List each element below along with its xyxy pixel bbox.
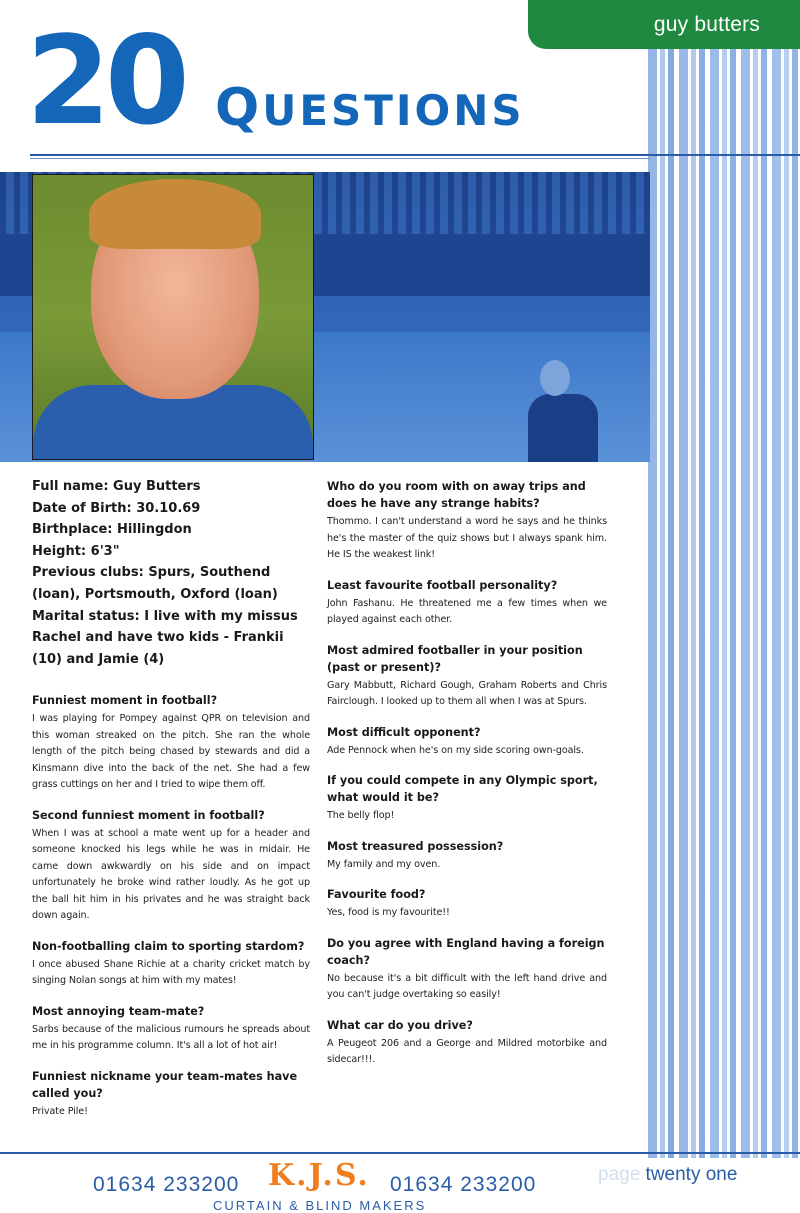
player-facts bbox=[32, 476, 310, 670]
qa-item bbox=[327, 838, 607, 874]
title-word bbox=[215, 78, 525, 138]
qa-item bbox=[327, 772, 607, 825]
sponsor-tagline: CURTAIN & BLIND MAKERS bbox=[213, 1198, 427, 1213]
player-head bbox=[540, 360, 570, 396]
sponsor-logo: K.J.S. bbox=[268, 1158, 370, 1193]
answer: Yes, food is my favourite!! bbox=[327, 907, 450, 918]
answer: Sarbs because of the malicious rumours he spreads about me in his programme column. It's all a lot of hot air! bbox=[32, 1023, 310, 1052]
title-word-initial: Q bbox=[215, 78, 263, 138]
qa-item bbox=[32, 1068, 310, 1121]
right-column bbox=[327, 478, 607, 1069]
question: Non-footballing claim to sporting stardom? bbox=[32, 939, 305, 953]
answer: When I was at school a mate went up for a header and someone knocked his legs while he was in midair. He came down awkwardly on his side and on impact unfortunately he broke wind rather loudly. As he got up the ball hit him in his privates and he was straight back down again. bbox=[32, 827, 310, 922]
section-tab-label: guy butters bbox=[653, 13, 760, 36]
question: What car do you drive? bbox=[327, 1018, 473, 1032]
answer: Ade Pennock when he's on my side scoring own-goals. bbox=[327, 744, 584, 756]
answer: I was playing for Pompey against QPR on television and this woman streaked on the pitch. She ran the whole length of the pitch being chased by stewards and did a Kinsmann dive into the back of the net. She had a few grass cuttings on her and I tried to wipe them off. bbox=[32, 713, 310, 791]
qa-item bbox=[327, 886, 607, 922]
header-rule bbox=[30, 154, 800, 156]
header-rule-thin bbox=[30, 158, 650, 159]
answer: I once abused Shane Richie at a charity cricket match by singing Nolan songs at him with my mates! bbox=[32, 958, 310, 987]
answer: The belly flop! bbox=[327, 810, 395, 821]
footer-rule bbox=[0, 1152, 800, 1154]
fact-previous-clubs: Previous clubs: Spurs, Southend (loan), Portsmouth, Oxford (loan) bbox=[32, 565, 278, 602]
answer: Thommo. I can't understand a word he says and he thinks he's the master of the quiz shows but I always spank him. He IS the weakest link! bbox=[327, 516, 607, 560]
qa-item bbox=[327, 642, 607, 711]
question: Do you agree with England having a foreign coach? bbox=[327, 936, 605, 967]
qa-item bbox=[327, 935, 607, 1004]
decorative-stripes bbox=[648, 48, 800, 1158]
fact-height: Height: 6'3" bbox=[32, 543, 120, 559]
qa-item bbox=[32, 692, 310, 794]
qa-item bbox=[32, 938, 310, 990]
question: Most admired footballer in your position (past or present)? bbox=[327, 643, 583, 674]
fact-full-name: Full name: Guy Butters bbox=[32, 479, 201, 494]
qa-item bbox=[32, 807, 310, 925]
answer: John Fashanu. He threatened me a few times when we played against each other. bbox=[327, 597, 607, 625]
answer: Gary Mabbutt, Richard Gough, Graham Roberts and Chris Fairclough. I looked up to them all when I was at Spurs. bbox=[327, 679, 607, 707]
portrait-photo bbox=[32, 174, 314, 460]
title-word-rest: UESTIONS bbox=[262, 86, 525, 135]
question: Funniest nickname your team-mates have called you? bbox=[32, 1069, 298, 1100]
page-number-dark: twenty one bbox=[645, 1164, 738, 1185]
question: Second funniest moment in football? bbox=[32, 808, 265, 822]
title-number: 20 bbox=[26, 10, 184, 152]
fact-date-of-birth: Date of Birth: 30.10.69 bbox=[32, 500, 201, 516]
answer: My family and my oven. bbox=[327, 858, 441, 870]
qa-item bbox=[327, 1017, 607, 1069]
qa-item bbox=[327, 478, 607, 564]
portrait-hair bbox=[89, 179, 261, 249]
answer: No because it's a bit difficult with the left hand drive and you can't judge overtaking so easily! bbox=[327, 972, 607, 1000]
qa-item bbox=[327, 577, 607, 629]
question: Most difficult opponent? bbox=[327, 725, 481, 739]
answer: Private Pile! bbox=[32, 1105, 88, 1117]
fact-marital-status: Marital status: I live with my missus Rachel and have two kids - Frankii (10) and Jamie (4) bbox=[32, 608, 298, 667]
qa-item bbox=[327, 724, 607, 760]
question: Most treasured possession? bbox=[327, 839, 504, 853]
section-tab bbox=[528, 0, 800, 49]
left-column bbox=[32, 476, 310, 1120]
answer: A Peugeot 206 and a George and Mildred motorbike and sidecar!!!. bbox=[327, 1037, 607, 1065]
sponsor-phone-left: 01634 233200 bbox=[93, 1173, 240, 1196]
qa-item bbox=[32, 1003, 310, 1055]
question: Favourite food? bbox=[327, 888, 426, 901]
page-number-light: page bbox=[598, 1164, 646, 1185]
player-shirt bbox=[528, 394, 598, 462]
page-number bbox=[598, 1164, 737, 1186]
question: Funniest moment in football? bbox=[32, 694, 218, 708]
question: Who do you room with on away trips and does he have any strange habits? bbox=[327, 480, 586, 510]
sponsor-phone-right: 01634 233200 bbox=[390, 1173, 537, 1196]
question: Most annoying team-mate? bbox=[32, 1004, 205, 1018]
question: Least favourite football personality? bbox=[327, 578, 558, 592]
question: If you could compete in any Olympic sport, what would it be? bbox=[327, 774, 598, 804]
fact-birthplace: Birthplace: Hillingdon bbox=[32, 522, 192, 538]
